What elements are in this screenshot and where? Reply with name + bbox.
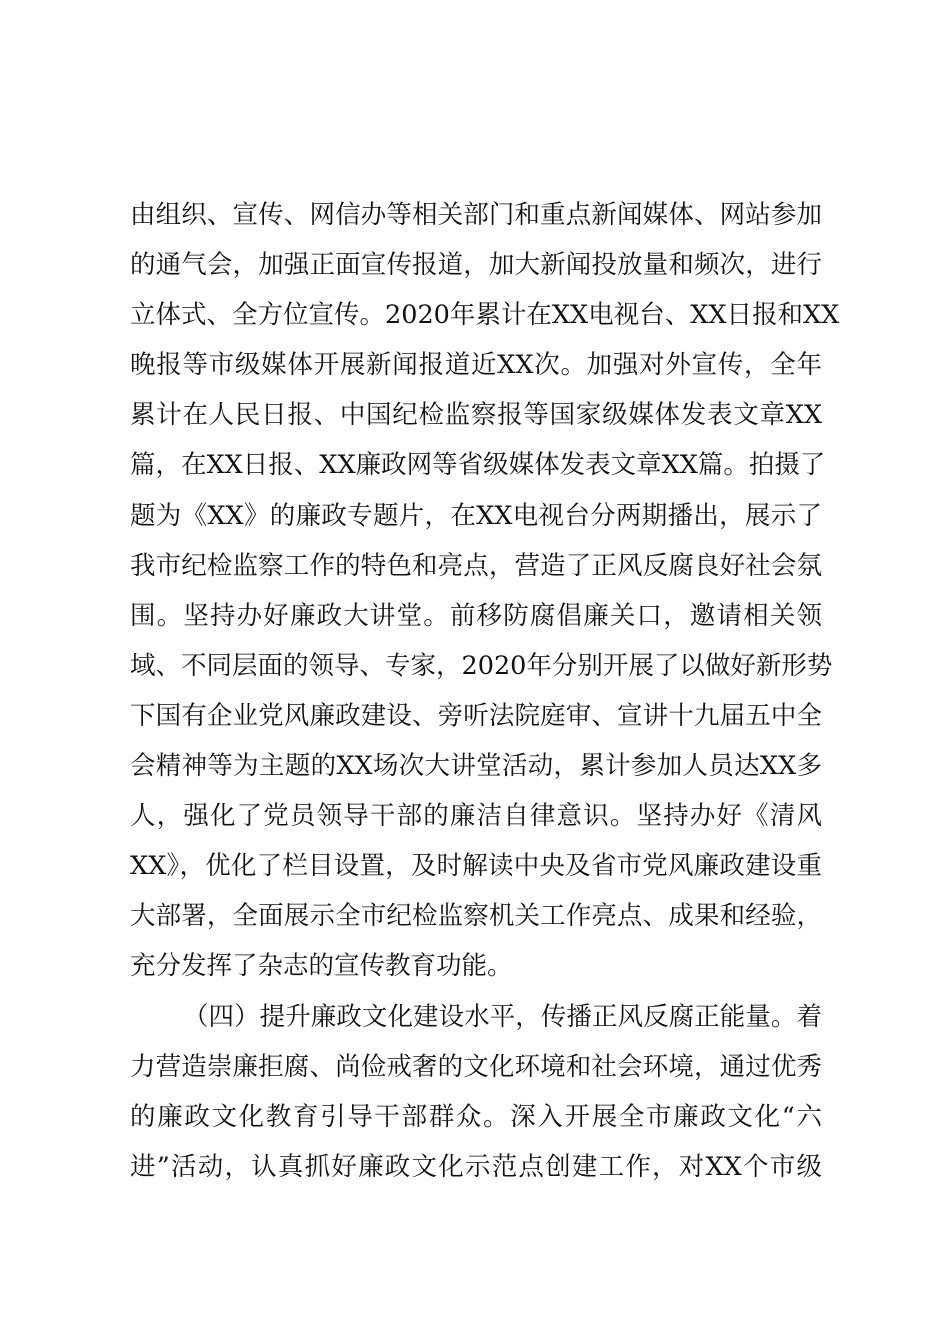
text-line: 力营造崇廉拒腐、尚俭戒奢的文化环境和社会环境，通过优秀: [130, 1051, 822, 1082]
text-line: 立体式、全方位宣传。2020年累计在XX电视台、XX日报和XX: [130, 300, 840, 331]
text-line: 大部署，全面展示全市纪检监察机关工作亮点、成果和经验，: [130, 901, 822, 932]
text-line: XX》，优化了栏目设置，及时解读中央及省市党风廉政建设重: [130, 851, 822, 882]
text-line: 篇，在XX日报、XX廉政网等省级媒体发表文章XX篇。拍摄了: [130, 450, 826, 481]
text-line: 的通气会，加强正面宣传报道，加大新闻投放量和频次，进行: [130, 250, 822, 281]
text-line: 进”活动，认真抓好廉政文化示范点创建工作，对XX个市级: [130, 1151, 822, 1182]
text-line: （四）提升廉政文化建设水平，传播正风反腐正能量。着: [183, 1001, 822, 1032]
text-line: 由组织、宣传、网信办等相关部门和重点新闻媒体、网站参加: [130, 200, 822, 230]
text-line: 会精神等为主题的XX场次大讲堂活动，累计参加人员达XX多: [130, 751, 822, 782]
paragraph-1: [130, 190, 840, 992]
text-line: 累计在人民日报、中国纪检监察报等国家级媒体发表文章XX: [130, 400, 822, 431]
document-page: [130, 190, 840, 1192]
text-line: 题为《XX》的廉政专题片，在XX电视台分两期播出，展示了: [130, 500, 822, 531]
text-line: 我市纪检监察工作的特色和亮点，营造了正风反腐良好社会氛: [130, 550, 822, 581]
text-line: 充分发挥了杂志的宣传教育功能。: [130, 951, 513, 982]
text-line: 晚报等市级媒体开展新闻报道近XX次。加强对外宣传，全年: [130, 350, 822, 381]
text-line: 下国有企业党风廉政建设、旁听法院庭审、宣讲十九届五中全: [130, 700, 822, 731]
text-line: 人，强化了党员领导干部的廉洁自律意识。坚持办好《清风: [130, 801, 822, 832]
text-line: 的廉政文化教育引导干部群众。深入开展全市廉政文化“六: [130, 1101, 822, 1132]
text-line: 围。坚持办好廉政大讲堂。前移防腐倡廉关口，邀请相关领: [130, 600, 822, 631]
text-line: 域、不同层面的领导、专家，2020年分别开展了以做好新形势: [130, 650, 833, 681]
paragraph-2: [130, 992, 822, 1192]
